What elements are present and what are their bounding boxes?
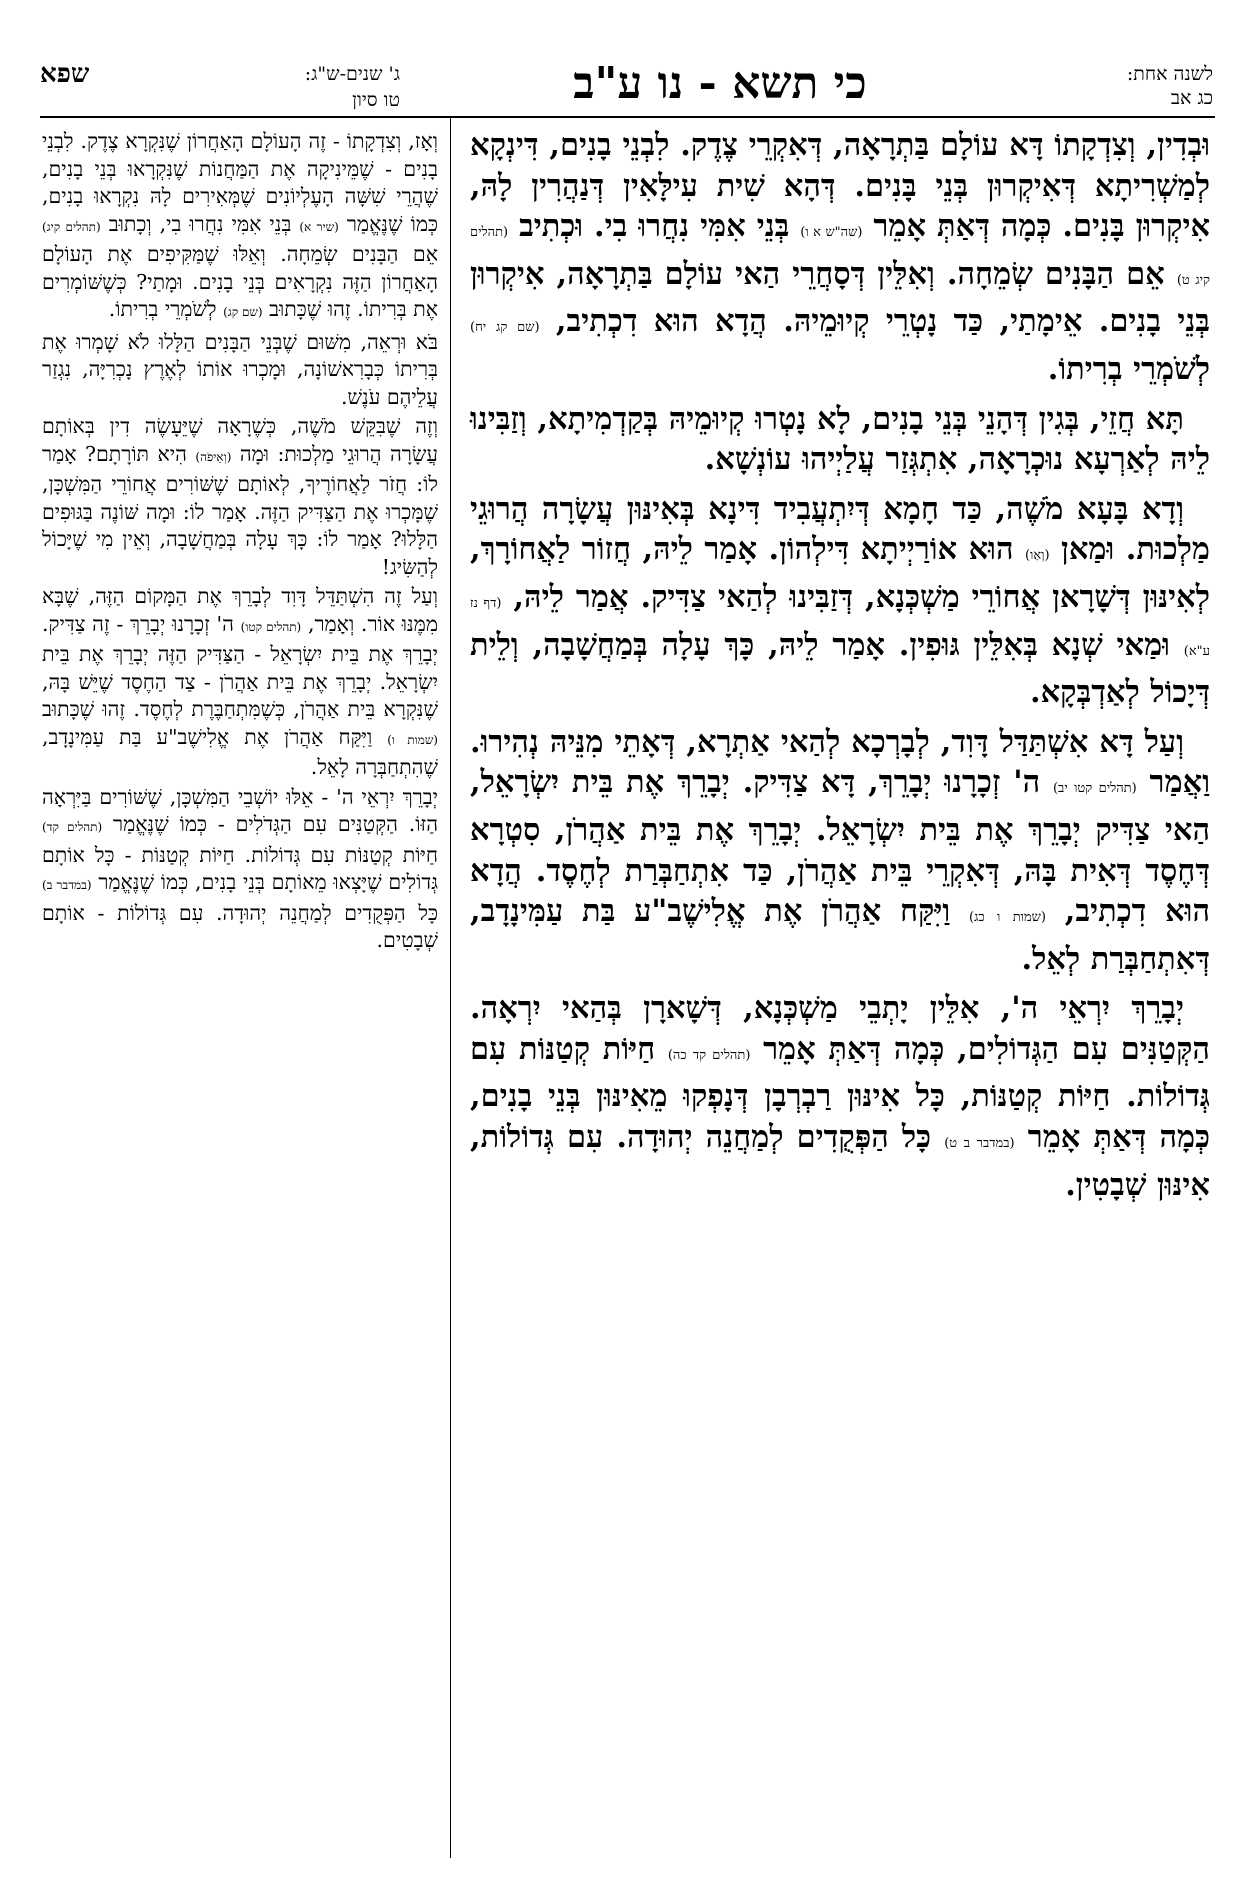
main-paragraph-5 [470, 988, 1210, 1205]
side-text: לְשֹׁמְרֵי בְרִיתוֹ. [108, 297, 217, 321]
schedule-one-year [1053, 62, 1213, 110]
side-paragraph-1 [42, 128, 438, 327]
source-ref: (שמות ו) [387, 732, 438, 747]
page-number: שפא [40, 59, 90, 89]
schedule-three-years-label: ג' שנים-ש"ג: [304, 63, 400, 85]
side-text: וְזֶה שֶׁבִּקֵּשׁ מֹשֶׁה, כְּשֶׁרָאָה שֶׁיֵּעָשֶׂה דִין בְּאוֹתָם עֲשָׂרָה הֲרוּגֵי מַלְכוּת: וּמָה [42, 414, 438, 466]
source-ref: (במדבר ב ט) [944, 1136, 1015, 1152]
source-ref: (דף נז ע"א) [470, 595, 1210, 659]
side-text: אֵם הַבָּנִים שְׂמֵחָה. וְאֵלּוּ שֶׁמַּקִּיפִים אֶת הָעוֹלָם הָאַחֲרוֹן הַזֶּה נִקְרָאִים בְּנֵי בָנִים. וּמָתַי? כְּשֶׁשּׁוֹמְרִים אֶת בְּרִיתוֹ. זֶהוּ שֶׁכָּתוּב [42, 242, 438, 321]
main-text: וְעַל דָּא אִשְׁתַּדַּל דָּוִד, לְבָרְכָא לְהַאי אַתְרָא, דְּאָתֵי מִנֵּיהּ נְהִירוּ. וַאֲמַר [470, 723, 1210, 801]
side-text: חַיּוֹת קְטַנּוֹת עִם גְּדוֹלוֹת. חַיּוֹת קְטַנּוֹת - כָּל אוֹתָם גְּדוֹלִים שֶׁיָּצְאוּ מֵאוֹתָם בְּנֵי בָנִים, כְּמוֹ שֶׁנֶּאֱמַר [42, 842, 438, 894]
main-text: תָּא חֲזֵי, בְּגִין דְּהָנֵי בְּנֵי בָנִים, לָא נָטְרוּ קְיוּמֵיהּ בְּקַדְמִיתָא, וְזַבִּינוּ לֵיהּ לְאַרְעָא נוּכְרָאָה, אִתְגְּזַר עֲלַיְיהוּ עוֹנְשָׁא. [470, 400, 1210, 478]
side-text: הִיא תּוֹרָתָם? אָמַר לוֹ: חֲזֹר לַאֲחוֹרֶיךָ, לְאוֹתָם שֶׁשּׁוֹרִים אֲחוֹרֵי הַמִּשְׁכָּן, שֶׁמָּכְרוּ אֶת הַצַּדִּיק הַזֶּה. אָמַר לוֹ: וּמָה שּׁוֹנֶה בַּגּוּפִים הַלָּלוּ? אָמַר לוֹ: כָּךְ עָלָה בְּמַחֲשָׁבָה, וְאֵין מִי שֶׁיָּכוֹל לְהַשִּׂיג! [42, 441, 438, 579]
header-rule [40, 116, 1215, 118]
source-ref: (במדבר ב) [42, 878, 92, 892]
main-paragraph-4 [470, 722, 1210, 980]
main-text: ה' זְכָרָנוּ יְבָרֵךְ, דָּא צַדִּיק. יְבָרֵךְ אֶת בֵּית יִשְׂרָאֵל, הַאי צַדִּיק יְבָרֵךְ אֶת בֵּית יִשְׂרָאֵל. יְבָרֵךְ אֶת בֵּית אַהֲרֹן, סִטְרָא דְּחֶסֶד דְּאִית בָּהּ, דְּאִקְרֵי בֵּית אַהֲרֹן, כַּד אִתְחַבְּרַת לְחֶסֶד. הֲדָא הוּא דִכְתִיב, [470, 764, 1211, 930]
side-text: וְעַל זֶה הִשְׁתַּדֵּל דָּוִד לְבָרֵךְ אֶת הַמָּקוֹם הַזֶּה, שֶׁבָּא מִמֶּנּוּ אוֹר. וְאָמַר, [42, 584, 438, 636]
side-text: יְבָרֵךְ יִרְאֵי ה' - אֵלּוּ יוֹשְׁבֵי הַמִּשְׁכָּן, שֶׁשּׁוֹרִים בַּיִּרְאָה הַזּוֹ. הַקְּטַנִּים עִם הַגְּדֹלִים - כְּמוֹ שֶׁנֶּאֱמַר [42, 784, 438, 836]
source-ref: (תהלים קטו) [240, 619, 302, 634]
side-paragraph-3 [42, 413, 438, 581]
source-ref: (שיר א) [299, 219, 339, 234]
column-divider [450, 118, 451, 1858]
main-paragraph-1 [470, 125, 1210, 390]
aramaic-main-column [470, 125, 1210, 1214]
main-text: בְּנֵי אִמִּי נִחֲרוּ בִי. וּכְתִיב [519, 208, 790, 245]
source-ref: (שה"ש א ו) [800, 225, 863, 241]
main-text: וּמַאי שְׁנָא בְּאִלֵּין גּוּפִין. אָמַר לֵיהּ, כָּךְ עָלָה בְּמַחֲשָׁבָה, וְלֵית דְּיָכוֹל לְאַדְבְּקָא. [470, 626, 1210, 711]
side-text: ה' זְכָרָנוּ יְבָרֵךְ - זֶה צַדִּיק. יְבָרֵךְ אֶת בֵּית יִשְׂרָאֵל - הַצַּדִּיק הַזֶּה יְבָרֵךְ אֶת בֵּית יִשְׂרָאֵל. יְבָרֵךְ אֶת בֵּית אַהֲרֹן - צַד הַחֶסֶד שֶׁיֵּשׁ בָּהּ, שֶׁנִּקְרָא בֵּית אַהֲרֹן, כְּשֶׁמִּתְחַבֶּרֶת לְחֶסֶד. זֶהוּ שֶׁכָּתוּב [42, 611, 438, 721]
source-ref: (שם קג) [223, 305, 263, 319]
main-text: חַיּוֹת קְטַנּוֹת עִם גְּדוֹלוֹת. חַיּוֹת קְטַנּוֹת, כָּל אִינּוּן רַבְרְבָן דְּנָפְקוּ מֵאִינּוּן בְּנֵי בָנִים, כְּמָה דְּאַתְּ אָמֵר [470, 1030, 1210, 1156]
side-paragraph-2 [42, 329, 438, 412]
source-ref: (תהלים קיג ט) [470, 225, 1210, 288]
side-paragraph-5 [42, 784, 438, 955]
source-ref: (תהלים קד כה) [667, 1047, 751, 1063]
main-text: אֵם הַבָּנִים שְׂמֵחָה. וְאִלֵּין דְּסָחֲרֵי הַאי עוֹלָם בַּתְרָאָה, אִיקְרוּן בְּנֵי בָנִים. אֵימָתַי, כַּד נָטְרֵי קְיוּמֵיהּ. הֲדָא הוּא דִכְתִיב, [470, 255, 1211, 340]
main-paragraph-3 [470, 489, 1210, 713]
page-header [40, 22, 1213, 122]
source-ref: (שמות ו כג) [969, 910, 1046, 926]
side-text: וַיִּקַּח אַהֲרֹן אֶת אֱלִישֶׁב"ע בַּת עַמִּינָדָב, שֶׁהִתְחַבְּרָה לָאֵל. [42, 724, 438, 779]
side-text: בְּנֵי אִמִּי נִחֲרוּ בִי, וְכָתוּב [108, 211, 292, 236]
main-text: הוּא אוֹרַיְיתָא דִּילְהוֹן. אָמַר לֵיהּ, חֲזוֹר לַאֲחוֹרָךְ, לְאִינּוּן דְּשָׁרָאן אֲחוֹרֵי מַשְׁכְּנָא, דְּזַבִּינוּ לְהַאי צַדִּיק. אֲמַר לֵיהּ, [470, 531, 1211, 615]
side-text: בֹּא וּרְאֵה, מִשּׁוּם שֶׁבְּנֵי הַבָּנִים הַלָּלוּ לֹא שָׁמְרוּ אֶת בְּרִיתוֹ כְּבָרִאשׁוֹנָה, וּמָכְרוּ אוֹתוֹ לְאֶרֶץ נָכְרִיָּה, נִגְזַר עֲלֵיהֶם עֹנֶשׁ. [42, 329, 438, 409]
source-ref: (וְאַו) [1024, 548, 1050, 564]
schedule-one-year-date: כג אב [1170, 87, 1213, 109]
main-text: לְשֹׁמְרֵי בְרִיתוֹ. [1047, 350, 1210, 387]
main-text: וּבְדִין, וְצִדְקָתוֹ דָּא עוֹלָם בַּתְרָאָה, דְּאִקְרֵי צֶדֶק. לִבְנֵי בָנִים, דִּינְקָא לְמַשְׁרִיתָא דְּאִיקְרוּן בְּנֵי בָּנִים. דְּהָא שִׁית עִילָּאִין דְּנַהֲרִין לָהּ, אִיקְרוּן בָּנִים. כְּמָה דְּאַתְּ אָמֵר [470, 127, 1211, 245]
page-title: כי תשא - נו ע"ב [573, 58, 867, 109]
source-ref: (תהלים קד) [42, 820, 103, 834]
main-text: יְבָרֵךְ יִרְאֵי ה', אִלֵּין יָתְבֵי מַשְׁכְּנָא, דְּשָׁארָן בְּהַאי יִרְאָה. הַקְּטַנִּים עִם הַגְּדוֹלִים, כְּמָה דְּאַתְּ אָמֵר [470, 990, 1210, 1067]
schedule-three-years-date: טו סיון [352, 89, 400, 111]
source-ref: (וְאֵיפֹה) [195, 449, 232, 464]
main-text: וְדָא בָּעָא מֹשֶׁה, כַּד חָמָא דְּיִתְעֲבִיד דִּינָא בְּאִינּוּן עֲשָׂרָה הֲרוּגֵי מַלְכוּת. וּמַאן [470, 490, 1211, 568]
source-ref: (שם קג יח) [470, 320, 540, 336]
side-text: וְאָז, וְצִדְקָתוֹ - זֶה הָעוֹלָם הָאַחֲרוֹן שֶׁנִּקְרָא צֶדֶק. לִבְנֵי בָנִים - שֶׁמֵּינִיקָה אֶת הַמַּחֲנוֹת שֶׁנִּקְרָאוּ בְּנֵי בָנִים, שֶׁהֲרֵי שִׁשָּׁה הָעֶלְיוֹנִים שֶׁמְּאִירִים לָהּ נִקְרָאוּ בָנִים, כְּמוֹ שֶׁנֶּאֱמַר [42, 129, 438, 236]
main-text: כָּל הַפְּקֻדִים לְמַחֲנֵה יְהוּדָה. עִם גְּדוֹלוֹת, אִינּוּן שְׁבָטִין. [470, 1119, 1210, 1203]
hebrew-translation-column [42, 128, 438, 957]
source-ref: (תהלים קיג) [42, 219, 101, 234]
schedule-one-year-label: לשנה אחת: [1126, 63, 1213, 85]
side-text: כָּל הַפְּקֻדִים לְמַחֲנֵה יְהוּדָה. עִם גְּדוֹלוֹת - אוֹתָם שְׁבָטִים. [42, 900, 438, 952]
source-ref: (תהלים קטו יב) [1052, 781, 1137, 797]
side-paragraph-4 [42, 583, 438, 782]
main-paragraph-2 [470, 399, 1210, 480]
main-text: וַיִּקַּח אַהֲרֹן אֶת אֱלִישֶׁב"ע בַּת עַמִּינָדָב, דְּאִתְחַבְּרַת לְאֵל. [470, 893, 1210, 977]
